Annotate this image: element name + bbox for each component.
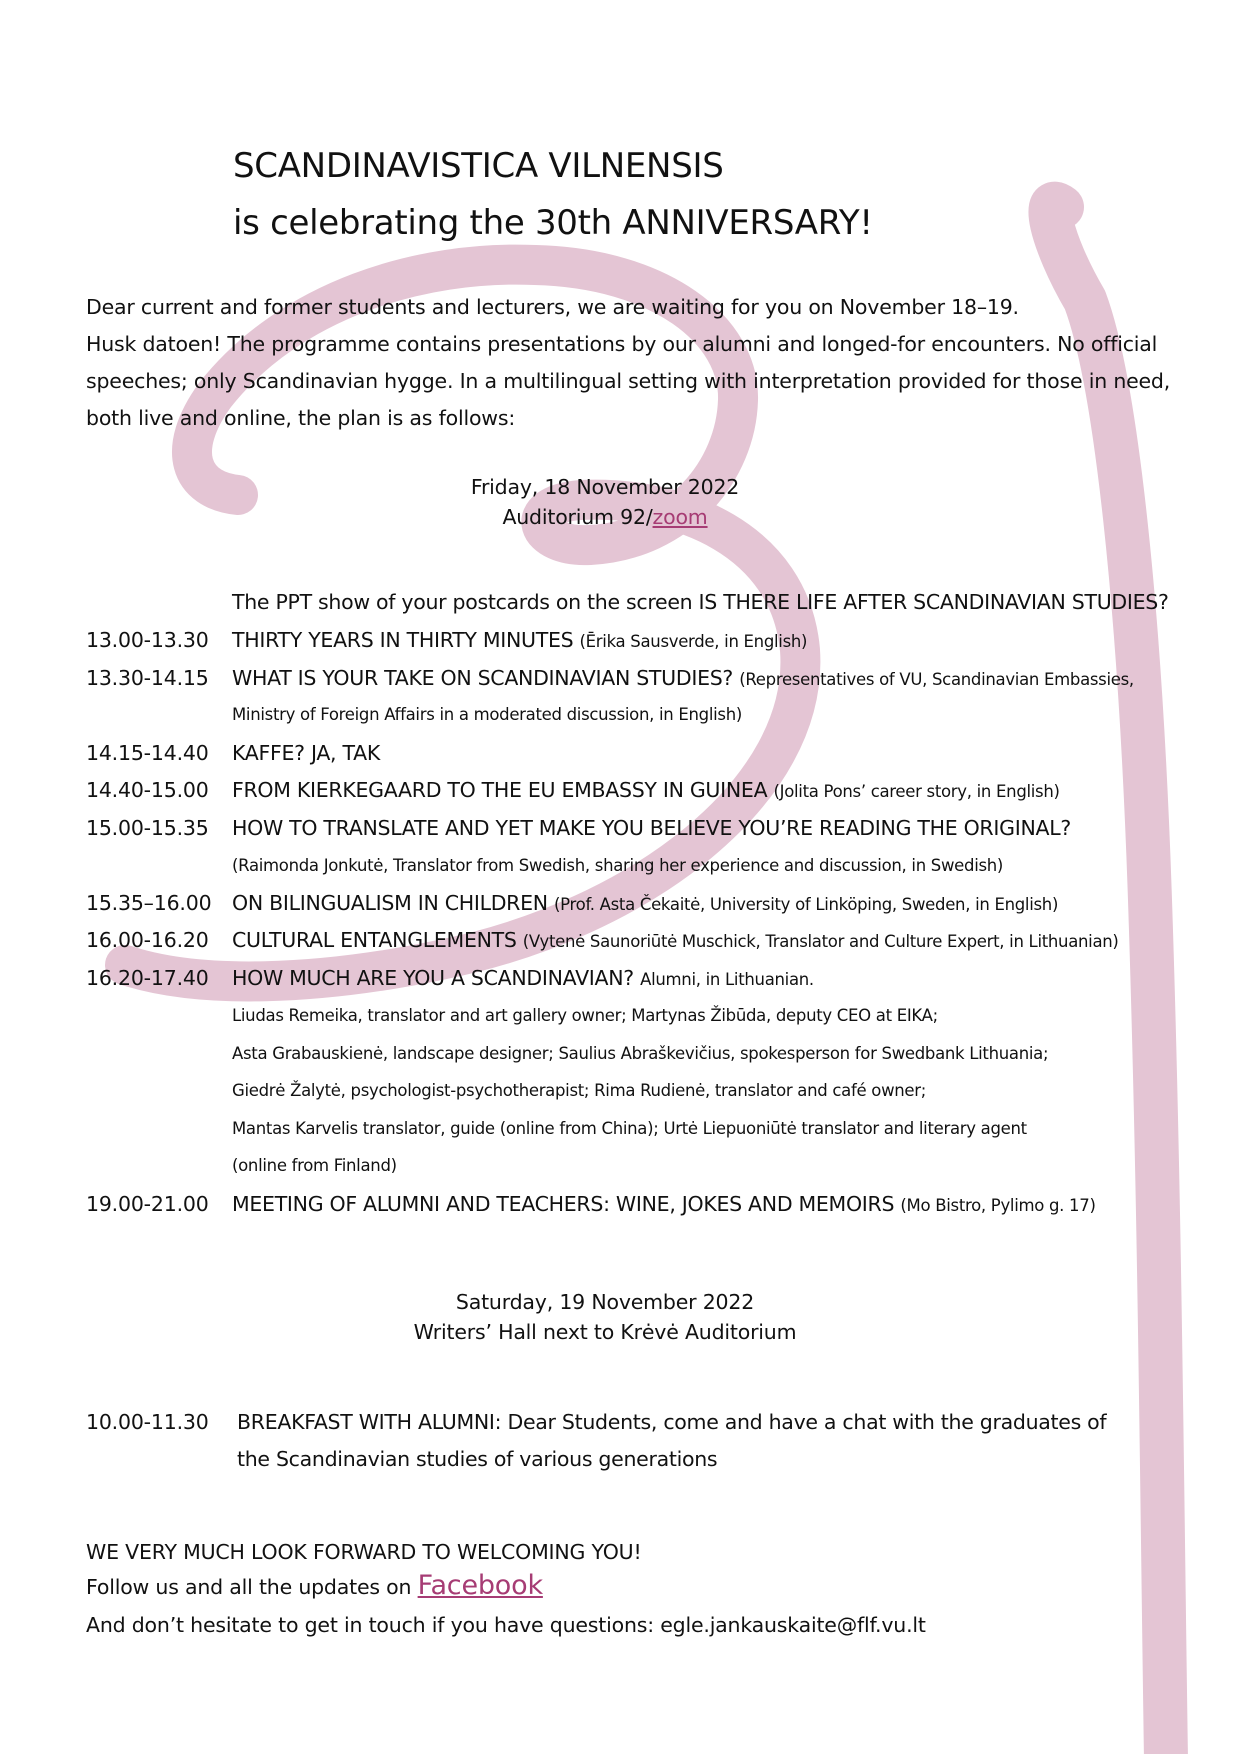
event-time: 19.00-21.00 — [86, 1192, 209, 1216]
event-title-text: FROM KIERKEGAARD TO THE EU EMBASSY IN GUINEA — [232, 778, 768, 802]
event-note: (Jolita Pons’ career story, in English) — [773, 782, 1060, 801]
event-title-text: HOW MUCH ARE YOU A SCANDINAVIAN? — [232, 966, 634, 990]
event-title — [232, 666, 1134, 690]
event-detail: (Raimonda Jonkutė, Translator from Swedish, sharing her experience and discussion, in Swedish) — [232, 856, 1004, 875]
saturday-venue: Writers’ Hall next to Krėvė Auditorium — [413, 1320, 797, 1344]
event-note: (Prof. Asta Čekaitė, University of Linköping, Sweden, in English) — [554, 895, 1059, 914]
event-time: 15.00-15.35 — [86, 816, 209, 840]
event-time: 14.40-15.00 — [86, 778, 209, 802]
event-title — [232, 928, 1119, 952]
friday-venue — [0, 502, 1210, 532]
friday-header — [0, 472, 1210, 532]
follow-line — [86, 1570, 543, 1601]
event-title — [232, 966, 814, 990]
friday-date: Friday, 18 November 2022 — [470, 475, 740, 499]
event-detail: Giedrė Žalytė, psychologist-psychotherapist; Rima Rudienė, translator and café owner; — [232, 1081, 927, 1100]
event-time: 15.35–16.00 — [86, 891, 212, 915]
intro-line: Dear current and former students and lecturers, we are waiting for you on November 18–19. — [86, 295, 1019, 319]
friday-intro-line: The PPT show of your postcards on the screen IS THERE LIFE AFTER SCANDINAVIAN STUDIES? — [232, 590, 1169, 614]
event-note: (Vytenė Saunoriūtė Muschick, Translator and Culture Expert, in Lithuanian) — [522, 932, 1119, 951]
follow-text: Follow us and all the updates on — [86, 1575, 418, 1599]
event-time: 16.20-17.40 — [86, 966, 209, 990]
event-title-text: THIRTY YEARS IN THIRTY MINUTES — [232, 628, 574, 652]
event-title — [232, 778, 1060, 802]
event-time: 13.30-14.15 — [86, 666, 209, 690]
intro-paragraph — [86, 289, 1186, 437]
page-title-line-1: SCANDINAVISTICA VILNENSIS — [233, 146, 724, 186]
saturday-date: Saturday, 19 November 2022 — [455, 1290, 755, 1314]
event-detail: Mantas Karvelis translator, guide (online from China); Urtė Liepuoniūtė translator and literary agent — [232, 1119, 1027, 1138]
event-title — [232, 891, 1058, 915]
event-time: 13.00-13.30 — [86, 628, 209, 652]
event-title-text: WHAT IS YOUR TAKE ON SCANDINAVIAN STUDIES? — [232, 666, 734, 690]
event-title — [232, 628, 807, 652]
event-time: 16.00-16.20 — [86, 928, 209, 952]
event-note: (Mo Bistro, Pylimo g. 17) — [900, 1196, 1096, 1215]
event-note: (Representatives of VU, Scandinavian Embassies, — [739, 670, 1134, 689]
event-detail: Liudas Remeika, translator and art gallery owner; Martynas Žibūda, deputy CEO at EIKA; — [232, 1006, 938, 1025]
intro-line: speeches; only Scandinavian hygge. In a multilingual setting with interpretation provided for those in need, — [86, 369, 1171, 393]
event-note: (Ērika Sausverde, in English) — [579, 632, 808, 651]
event-title-text: CULTURAL ENTANGLEMENTS — [232, 928, 517, 952]
friday-venue-text: Auditorium 92/ — [502, 505, 653, 529]
event-title — [232, 1192, 1096, 1216]
event-title-continued: the Scandinavian studies of various generations — [237, 1447, 718, 1471]
event-time: 14.15-14.40 — [86, 741, 209, 765]
event-note: Alumni, in Lithuanian. — [640, 970, 814, 989]
event-title-text: ON BILINGUALISM IN CHILDREN — [232, 891, 548, 915]
intro-line: both live and online, the plan is as follows: — [86, 406, 516, 430]
saturday-header — [0, 1287, 1210, 1347]
event-title: HOW TO TRANSLATE AND YET MAKE YOU BELIEVE YOU’RE READING THE ORIGINAL? — [232, 816, 1071, 840]
contact-line: And don’t hesitate to get in touch if you have questions: egle.jankauskaite@flf.vu.lt — [86, 1613, 926, 1637]
closing-headline: WE VERY MUCH LOOK FORWARD TO WELCOMING YOU! — [86, 1540, 642, 1564]
event-detail: (online from Finland) — [232, 1156, 397, 1175]
event-title-text: MEETING OF ALUMNI AND TEACHERS: WINE, JOKES AND MEMOIRS — [232, 1192, 895, 1216]
event-time: 10.00-11.30 — [86, 1410, 209, 1434]
event-title: BREAKFAST WITH ALUMNI: Dear Students, come and have a chat with the graduates of — [237, 1410, 1107, 1434]
facebook-link[interactable]: Facebook — [417, 1570, 543, 1601]
event-detail: Asta Grabauskienė, landscape designer; Saulius Abraškevičius, spokesperson for Swedbank Lithuania; — [232, 1044, 1049, 1063]
event-title: KAFFE? JA, TAK — [232, 741, 380, 765]
page-title-line-2: is celebrating the 30th ANNIVERSARY! — [233, 203, 873, 243]
zoom-link[interactable]: zoom — [652, 505, 708, 529]
event-detail: Ministry of Foreign Affairs in a moderated discussion, in English) — [232, 705, 743, 724]
intro-line: Husk datoen! The programme contains presentations by our alumni and longed-for encounters. No official — [86, 332, 1158, 356]
